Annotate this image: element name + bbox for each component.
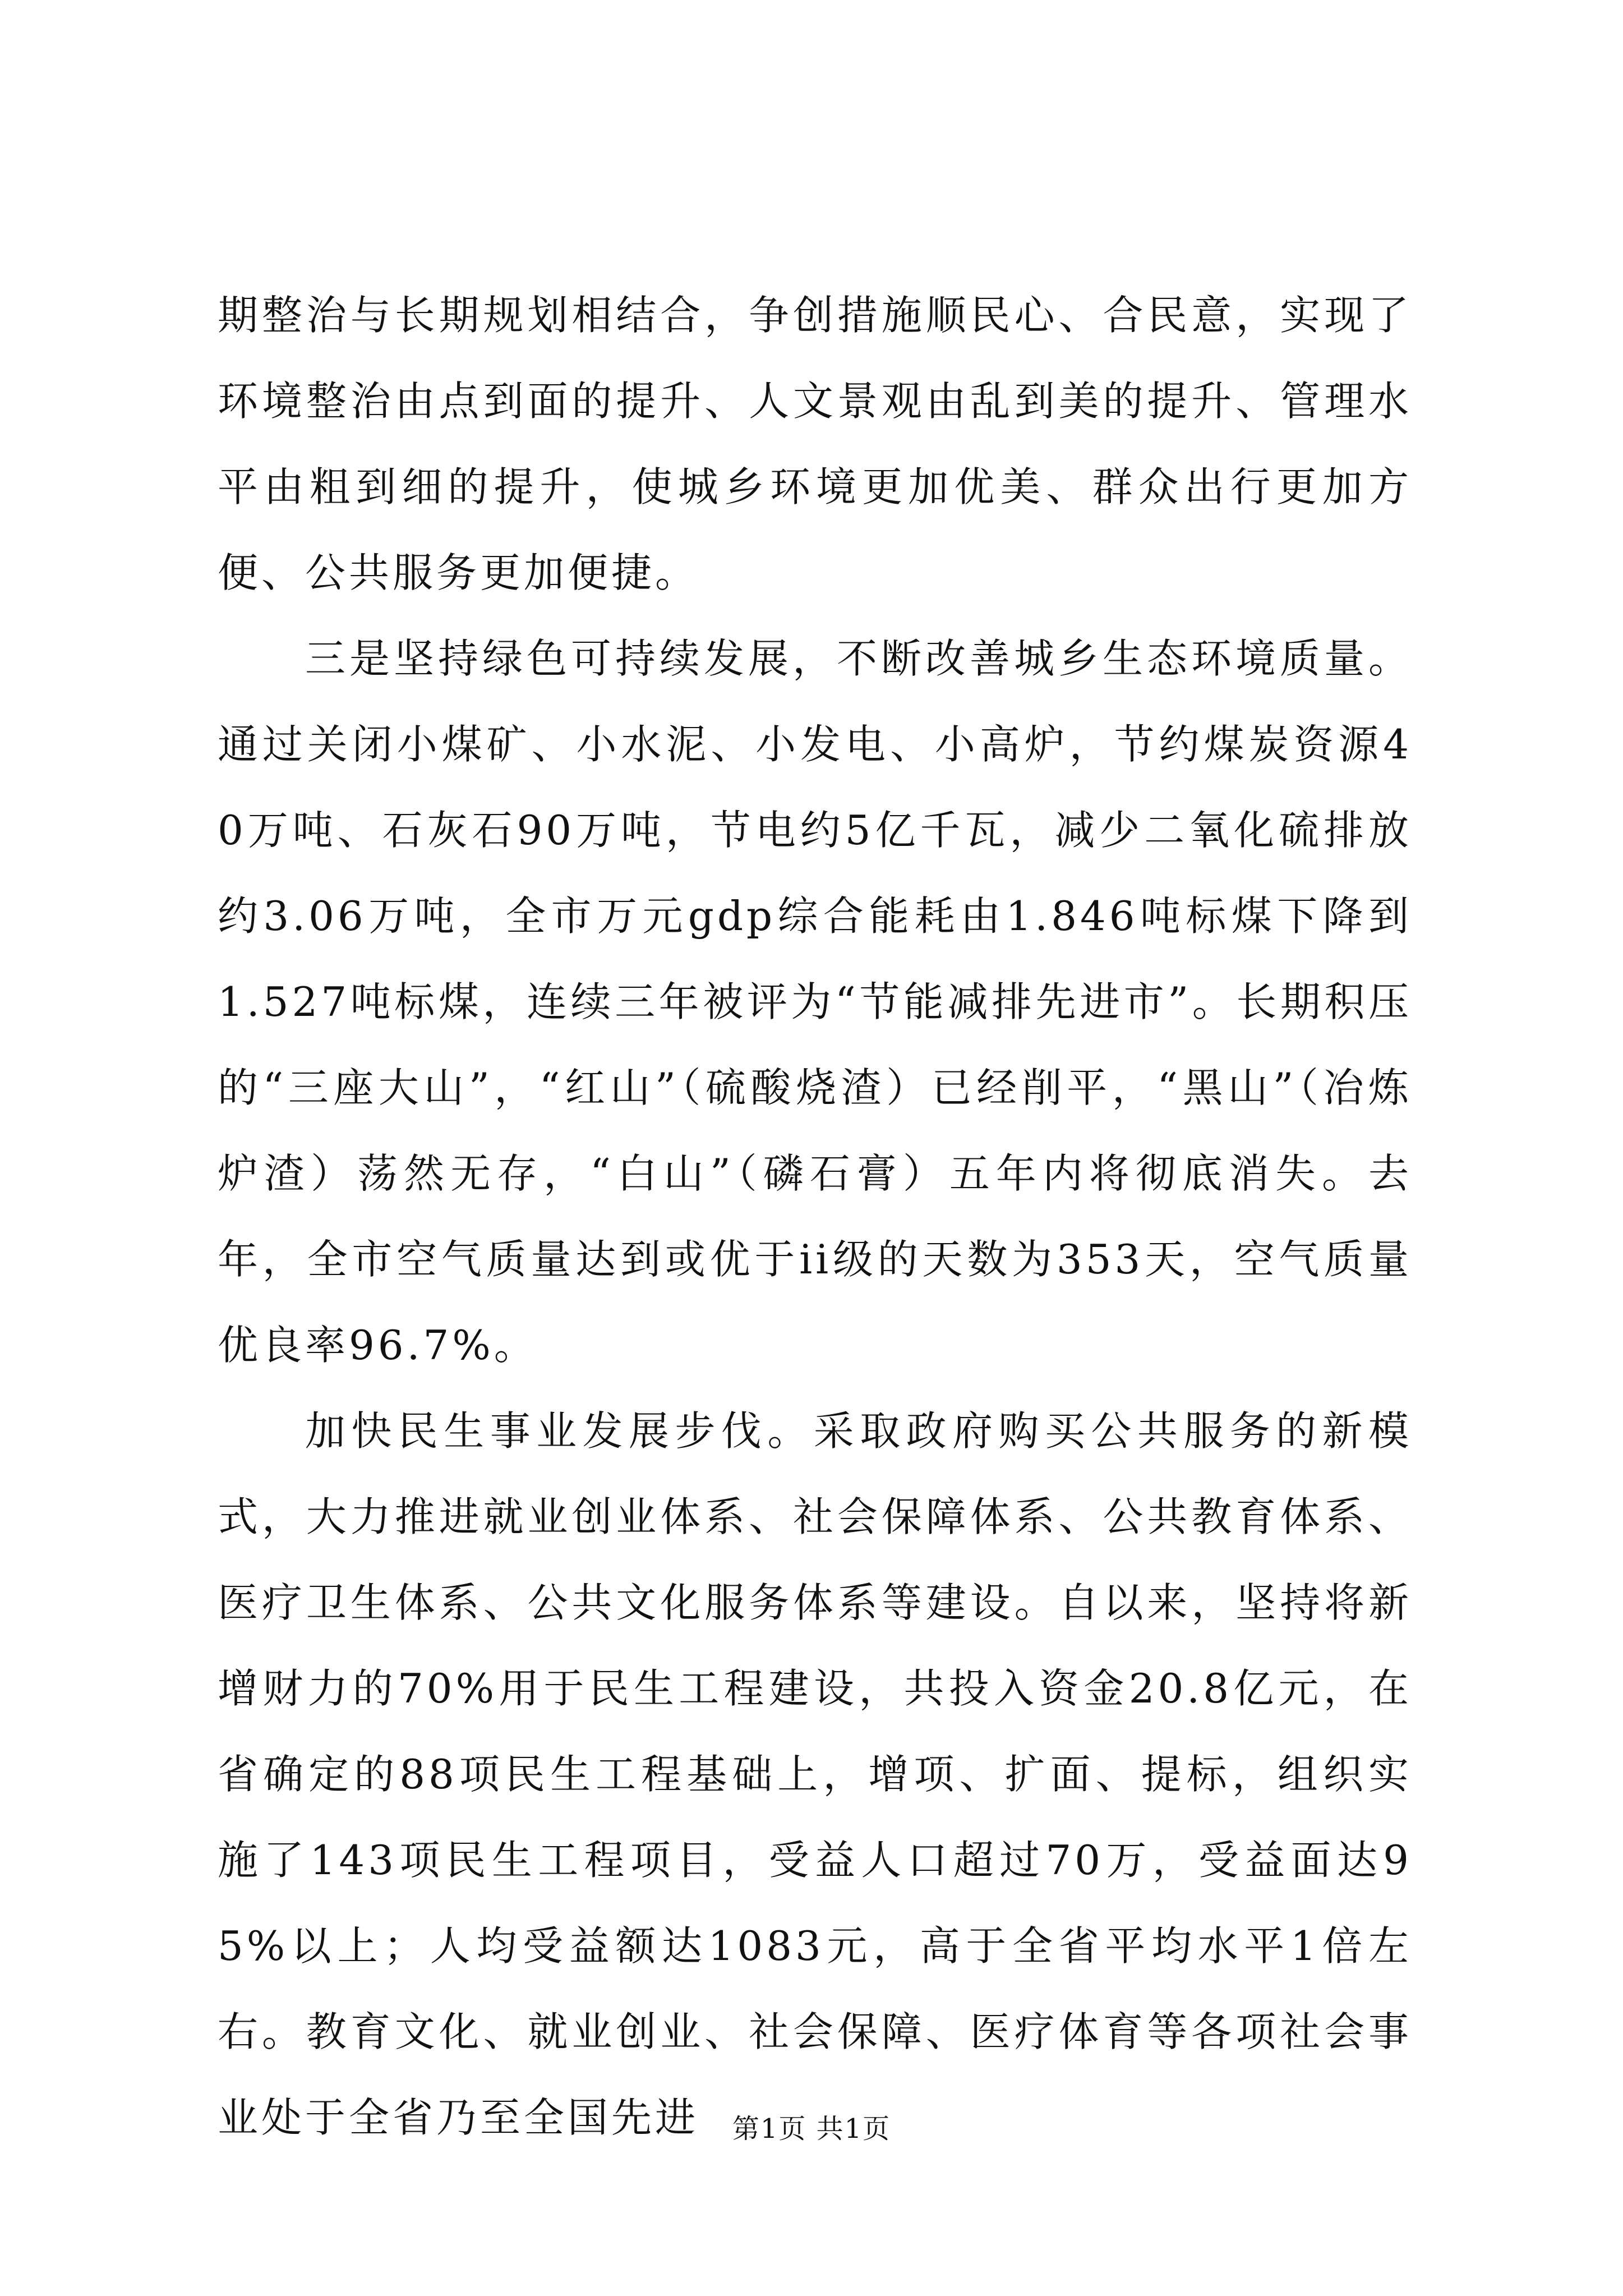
page-footer: 第1页 共1页 — [732, 2113, 891, 2145]
paragraph-1: 期整治与长期规划相结合，争创措施顺民心、合民意，实现了环境整治由点到面的提升、人文景观由乱到美的提升、管理水平由粗到细的提升，使城乡环境更加优美、群众出行更加方便、公共服务更加便捷。 — [218, 292, 1412, 596]
document-body — [218, 273, 1412, 2161]
paragraph-2: 三是坚持绿色可持续发展，不断改善城乡生态环境质量。通过关闭小煤矿、小水泥、小发电、小高炉，节约煤炭资源40万吨、石灰石90万吨，节电约5亿千瓦，减少二氧化硫排放约3.06万吨，全市万元gdp综合能耗由1.846吨标煤下降到1.527吨标煤，连续三年被评为“节能减排先进市”。长期积压的“三座大山”，“红山”（硫酸烧渣）已经削平，“黑山”（冶炼炉渣）荡然无存，“白山”（磷石膏）五年内将彻底消失。去年，全市空气质量达到或优于ii级的天数为353天，空气质量优良率96.7%。 — [218, 635, 1412, 1369]
paragraph-3: 加快民生事业发展步伐。采取政府购买公共服务的新模式，大力推进就业创业体系、社会保障体系、公共教育体系、医疗卫生体系、公共文化服务体系等建设。自以来，坚持将新增财力的70%用于民生工程建设，共投入资金20.8亿元，在省确定的88项民生工程基础上，增项、扩面、提标，组织实施了143项民生工程项目，受益人口超过70万，受益面达95%以上；人均受益额达1083元，高于全省平均水平1倍左右。教育文化、就业创业、社会保障、医疗体育等各项社会事业处于全省乃至全国先进 — [218, 1407, 1412, 2141]
